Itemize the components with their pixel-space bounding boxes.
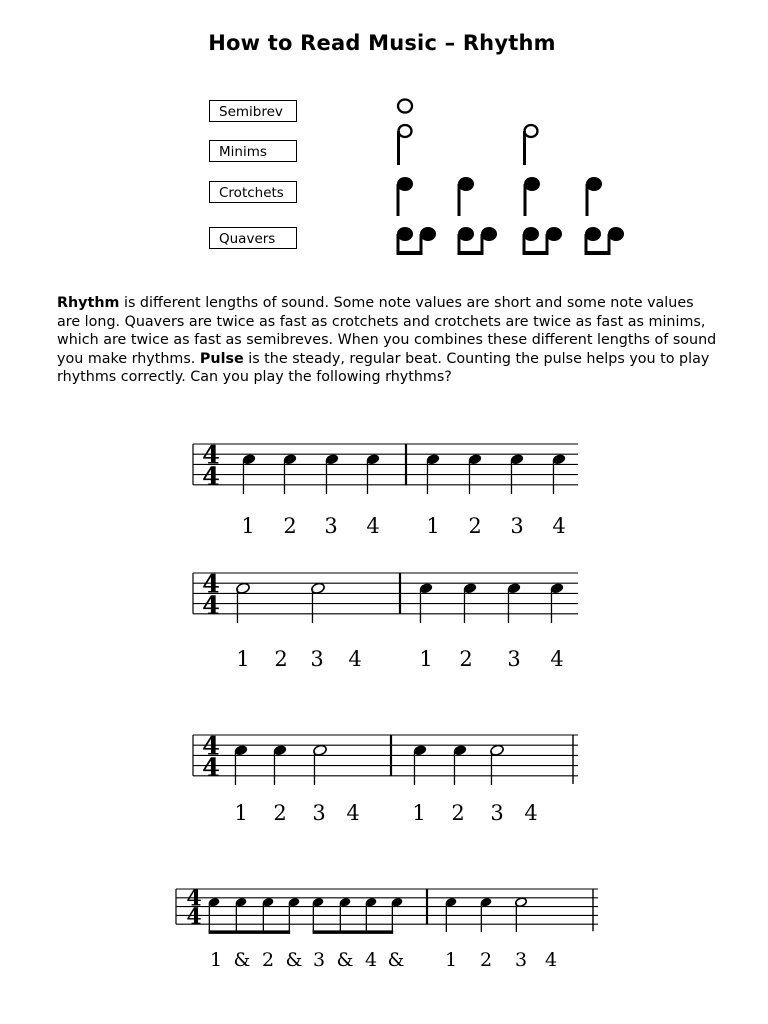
beat-count: 4 <box>364 949 378 971</box>
beat-count: 2 <box>283 514 297 538</box>
staff-exercise-4 <box>176 886 598 971</box>
beat-count: 2 <box>459 647 473 671</box>
staff-exercise-2 <box>193 569 578 671</box>
minim-note <box>313 744 328 785</box>
beat-count: 1 <box>236 647 250 671</box>
beat-count: 1 <box>234 801 248 825</box>
quaver-note <box>288 897 301 932</box>
beat-count: 4 <box>346 801 360 825</box>
beat-count: 2 <box>451 801 465 825</box>
crotchet-note <box>426 453 441 494</box>
minim-note <box>236 582 251 623</box>
beat-count: 1 <box>241 514 255 538</box>
crotchet-note <box>550 582 565 623</box>
crotchet-note <box>445 897 458 932</box>
beat-count: 3 <box>324 514 338 538</box>
quaver-note <box>312 897 325 932</box>
beat-count: 4 <box>366 514 380 538</box>
crotchet-note <box>480 897 493 932</box>
quaver-note <box>339 897 352 932</box>
beat-count: 3 <box>310 647 324 671</box>
beat-count: 4 <box>550 647 564 671</box>
beat-count: 1 <box>419 647 433 671</box>
time-signature-bottom: 4 <box>202 461 220 492</box>
beat-count: 4 <box>544 949 558 971</box>
crotchet-note <box>510 453 525 494</box>
beat-count: 3 <box>507 647 521 671</box>
quaver-note <box>208 897 221 932</box>
beat-count: 2 <box>274 647 288 671</box>
beat-count: 4 <box>552 514 566 538</box>
minim-note <box>311 582 326 623</box>
term-pulse: Pulse <box>199 350 244 367</box>
beat-count: 3 <box>514 949 528 971</box>
beat-count: 2 <box>468 514 482 538</box>
beat-count: 3 <box>490 801 504 825</box>
beat-count: 2 <box>273 801 287 825</box>
beat-count: 3 <box>312 949 326 971</box>
beat-count: & <box>285 949 303 971</box>
label-minims: Minims <box>209 140 297 162</box>
label-quavers: Quavers <box>209 227 297 249</box>
crotchet-note <box>242 453 257 494</box>
beat-count: & <box>336 949 354 971</box>
beat-count: 2 <box>261 949 275 971</box>
label-semibreve: Semibrev <box>209 100 297 122</box>
beat-count: 1 <box>426 514 440 538</box>
beat-count: 3 <box>510 514 524 538</box>
term-rhythm: Rhythm <box>57 295 120 311</box>
crotchet-note <box>366 453 381 494</box>
crotchet-note <box>234 744 249 785</box>
staff-exercise-1 <box>193 440 578 538</box>
crotchet-note <box>453 744 468 785</box>
beat-count: 4 <box>524 801 538 825</box>
crotchet-note <box>552 453 567 494</box>
beat-count: & <box>233 949 251 971</box>
page-title: How to Read Music – Rhythm <box>208 31 556 55</box>
crotchet-note <box>507 582 522 623</box>
crotchet-note <box>413 744 428 785</box>
minim-note <box>490 744 505 785</box>
staff-exercise-3 <box>193 731 578 825</box>
crotchet-note <box>273 744 288 785</box>
label-crotchets: Crotchets <box>209 181 297 203</box>
time-signature-bottom: 4 <box>202 752 220 783</box>
beat-count: 1 <box>412 801 426 825</box>
quaver-note <box>262 897 275 932</box>
crotchet-note <box>283 453 298 494</box>
time-signature-top: 4 <box>202 440 220 471</box>
quaver-note <box>391 897 404 932</box>
crotchet-note <box>325 453 340 494</box>
crotchet-note <box>463 582 478 623</box>
paragraph-text-2: is the steady, regular beat. Counting the pulse helps you to play rhythms correctly. Can you play the following rhythms? <box>57 350 710 385</box>
crotchet-note <box>419 582 434 623</box>
time-signature-bottom: 4 <box>202 590 220 621</box>
beat-count: 4 <box>348 647 362 671</box>
beat-count: & <box>387 949 405 971</box>
minim-note <box>515 897 528 932</box>
beat-count: 1 <box>209 949 223 971</box>
crotchet-note <box>468 453 483 494</box>
time-signature-top: 4 <box>202 569 220 600</box>
beat-count: 3 <box>312 801 326 825</box>
quaver-note <box>235 897 248 932</box>
beat-count: 1 <box>444 949 458 971</box>
quaver-note <box>365 897 378 932</box>
time-signature-bottom: 4 <box>186 904 202 931</box>
time-signature-top: 4 <box>202 731 220 762</box>
beat-count: 2 <box>479 949 493 971</box>
paragraph-text-1: is different lengths of sound. Some note values are short and some note values are long. Quavers are twice as fast as crotchets and crotchets are twice as fast as minims, which are twice as fast as semibreves. When you combines these different lengths of sound you make rhythms. <box>57 295 717 367</box>
time-signature-top: 4 <box>186 885 202 912</box>
